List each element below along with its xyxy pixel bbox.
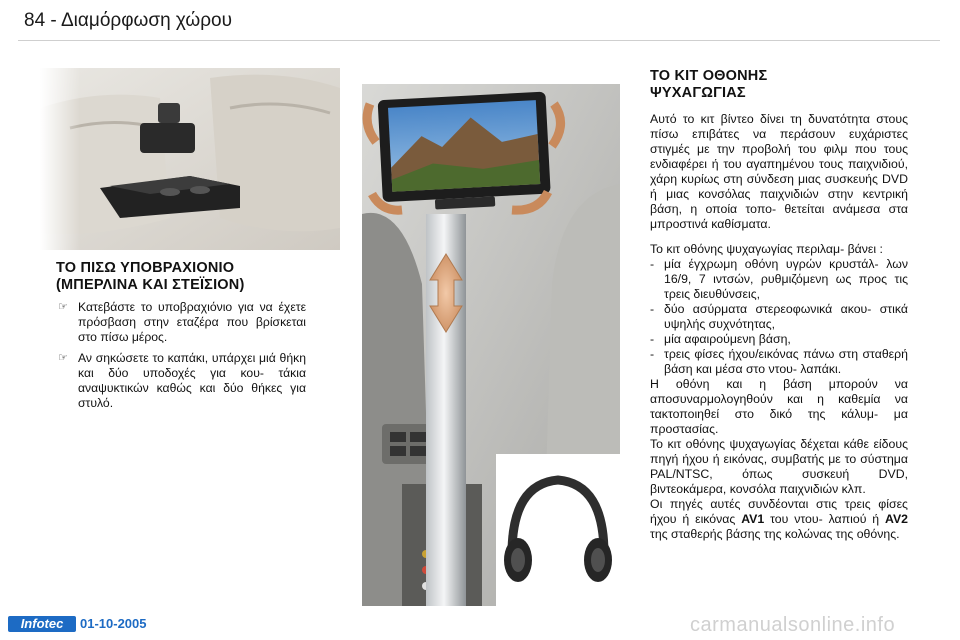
kit-connections-paragraph [650, 497, 908, 542]
armrest-bullet-text: Αν σηκώσετε το καπάκι, υπάρχει μιά θήκη και δύο υποδοχές για κου- τάκια αναψυκτικών καθώς και δύο θήκες για στυλό. [78, 351, 306, 410]
infotec-logo: Infotec [8, 616, 76, 632]
dash-marker: - [650, 332, 655, 346]
kit-connections-text-b: του ντου- λαπιού ή [770, 512, 880, 526]
armrest-photo [40, 68, 340, 250]
kit-include-text: μία έγχρωμη οθόνη υγρών κρυστάλ- λων 16/9, 7 ιντσών, ρυθμιζόμενη ως προς τις τρεις διευθύνσεις, [664, 257, 908, 301]
kit-connections-text-c: της σταθερής βάσης της κολώνας της οθόνης. [650, 527, 900, 541]
armrest-bullet [56, 351, 306, 411]
entertainment-kit-photo [362, 84, 620, 606]
kit-include-item [650, 332, 908, 347]
page-title: 84 - Διαμόρφωση χώρου [24, 10, 232, 31]
dash-marker: - [650, 302, 655, 316]
kit-heading-line2: ΨΥΧΑΓΩΓΙΑΣ [650, 85, 746, 101]
kit-connections-text-a: Οι πηγές αυτές συνδέονται στις τρεις φίσες ήχου ή εικόνας [650, 497, 908, 526]
edition-date: 01-10-2005 [80, 616, 147, 631]
kit-sources-paragraph: Το κιτ οθόνης ψυχαγωγίας δέχεται κάθε είδους πηγή ήχου ή εικόνας, συμβατής με το σύστημα PAL/NTSC, όπως συσκευή DVD, βιντεοκάμερα, κονσόλα παιχνιδιών κλπ. [650, 437, 908, 496]
av1-label: AV1 [741, 512, 765, 526]
kit-storage-paragraph: Η οθόνη και η βάση μπορούν να αποσυναρμολογηθούν και η καθεμία να τακτοποιηθεί στο δικό της κάλυμ- μα προστασίας. [650, 377, 908, 436]
watermark: carmanualsonline.info [690, 614, 896, 636]
armrest-bullet [56, 300, 306, 345]
kit-heading-line1: ΤΟ ΚΙΤ ΟΘΟΝΗΣ [650, 68, 768, 84]
pointing-hand-icon: ☞ [58, 352, 68, 364]
pointing-hand-icon: ☞ [58, 301, 68, 313]
kit-heading [650, 68, 908, 102]
kit-include-text: μία αφαιρούμενη βάση, [664, 332, 791, 346]
kit-include-text: τρεις φίσες ήχου/εικόνας πάνω στη σταθερή βάση και μέσα στο ντου- λαπάκι. [664, 347, 908, 376]
armrest-heading [56, 260, 306, 294]
dash-marker: - [650, 347, 655, 361]
dash-marker: - [650, 257, 655, 271]
kit-include-text: δύο ασύρματα στερεοφωνικά ακου- στικά υψηλής συχνότητας, [664, 302, 908, 331]
kit-includes-lead: Το κιτ οθόνης ψυχαγωγίας περιλαμ- βάνει : [650, 242, 883, 256]
armrest-heading-line1: ΤΟ ΠΙΣΩ ΥΠΟΒΡΑΧΙΟΝΙΟ [56, 260, 235, 276]
armrest-bullet-text: Κατεβάστε το υποβραχιόνιο για να έχετε πρόσβαση στην εταζέρα που βρίσκεται στο πίσω μέρος. [78, 300, 306, 344]
header-divider [18, 40, 940, 41]
kit-intro: Αυτό το κιτ βίντεο δίνει τη δυνατότητα στους πίσω επιβάτες να περάσουν ευχάριστες στιγμές με την προβολή του φιλμ που τους ενδιαφέρει ή του αγαπημένου τους παιχνιδιού, χάρη κυρίως στη σύνδεση μιας συσκευής DVD ή μιας κονσόλας παιχνιδιών στην κεντρική βάση, η οποία τοπο- θετείται ανάμεσα στα μπροστινά καθίσματα. [650, 112, 908, 231]
av2-label: AV2 [885, 512, 909, 526]
armrest-heading-line2: (ΜΠΕΡΛΙΝΑ ΚΑΙ ΣΤΕΪΣΙΟΝ) [56, 277, 245, 293]
kit-include-item [650, 347, 908, 377]
kit-include-item [650, 257, 908, 302]
kit-include-item [650, 302, 908, 332]
